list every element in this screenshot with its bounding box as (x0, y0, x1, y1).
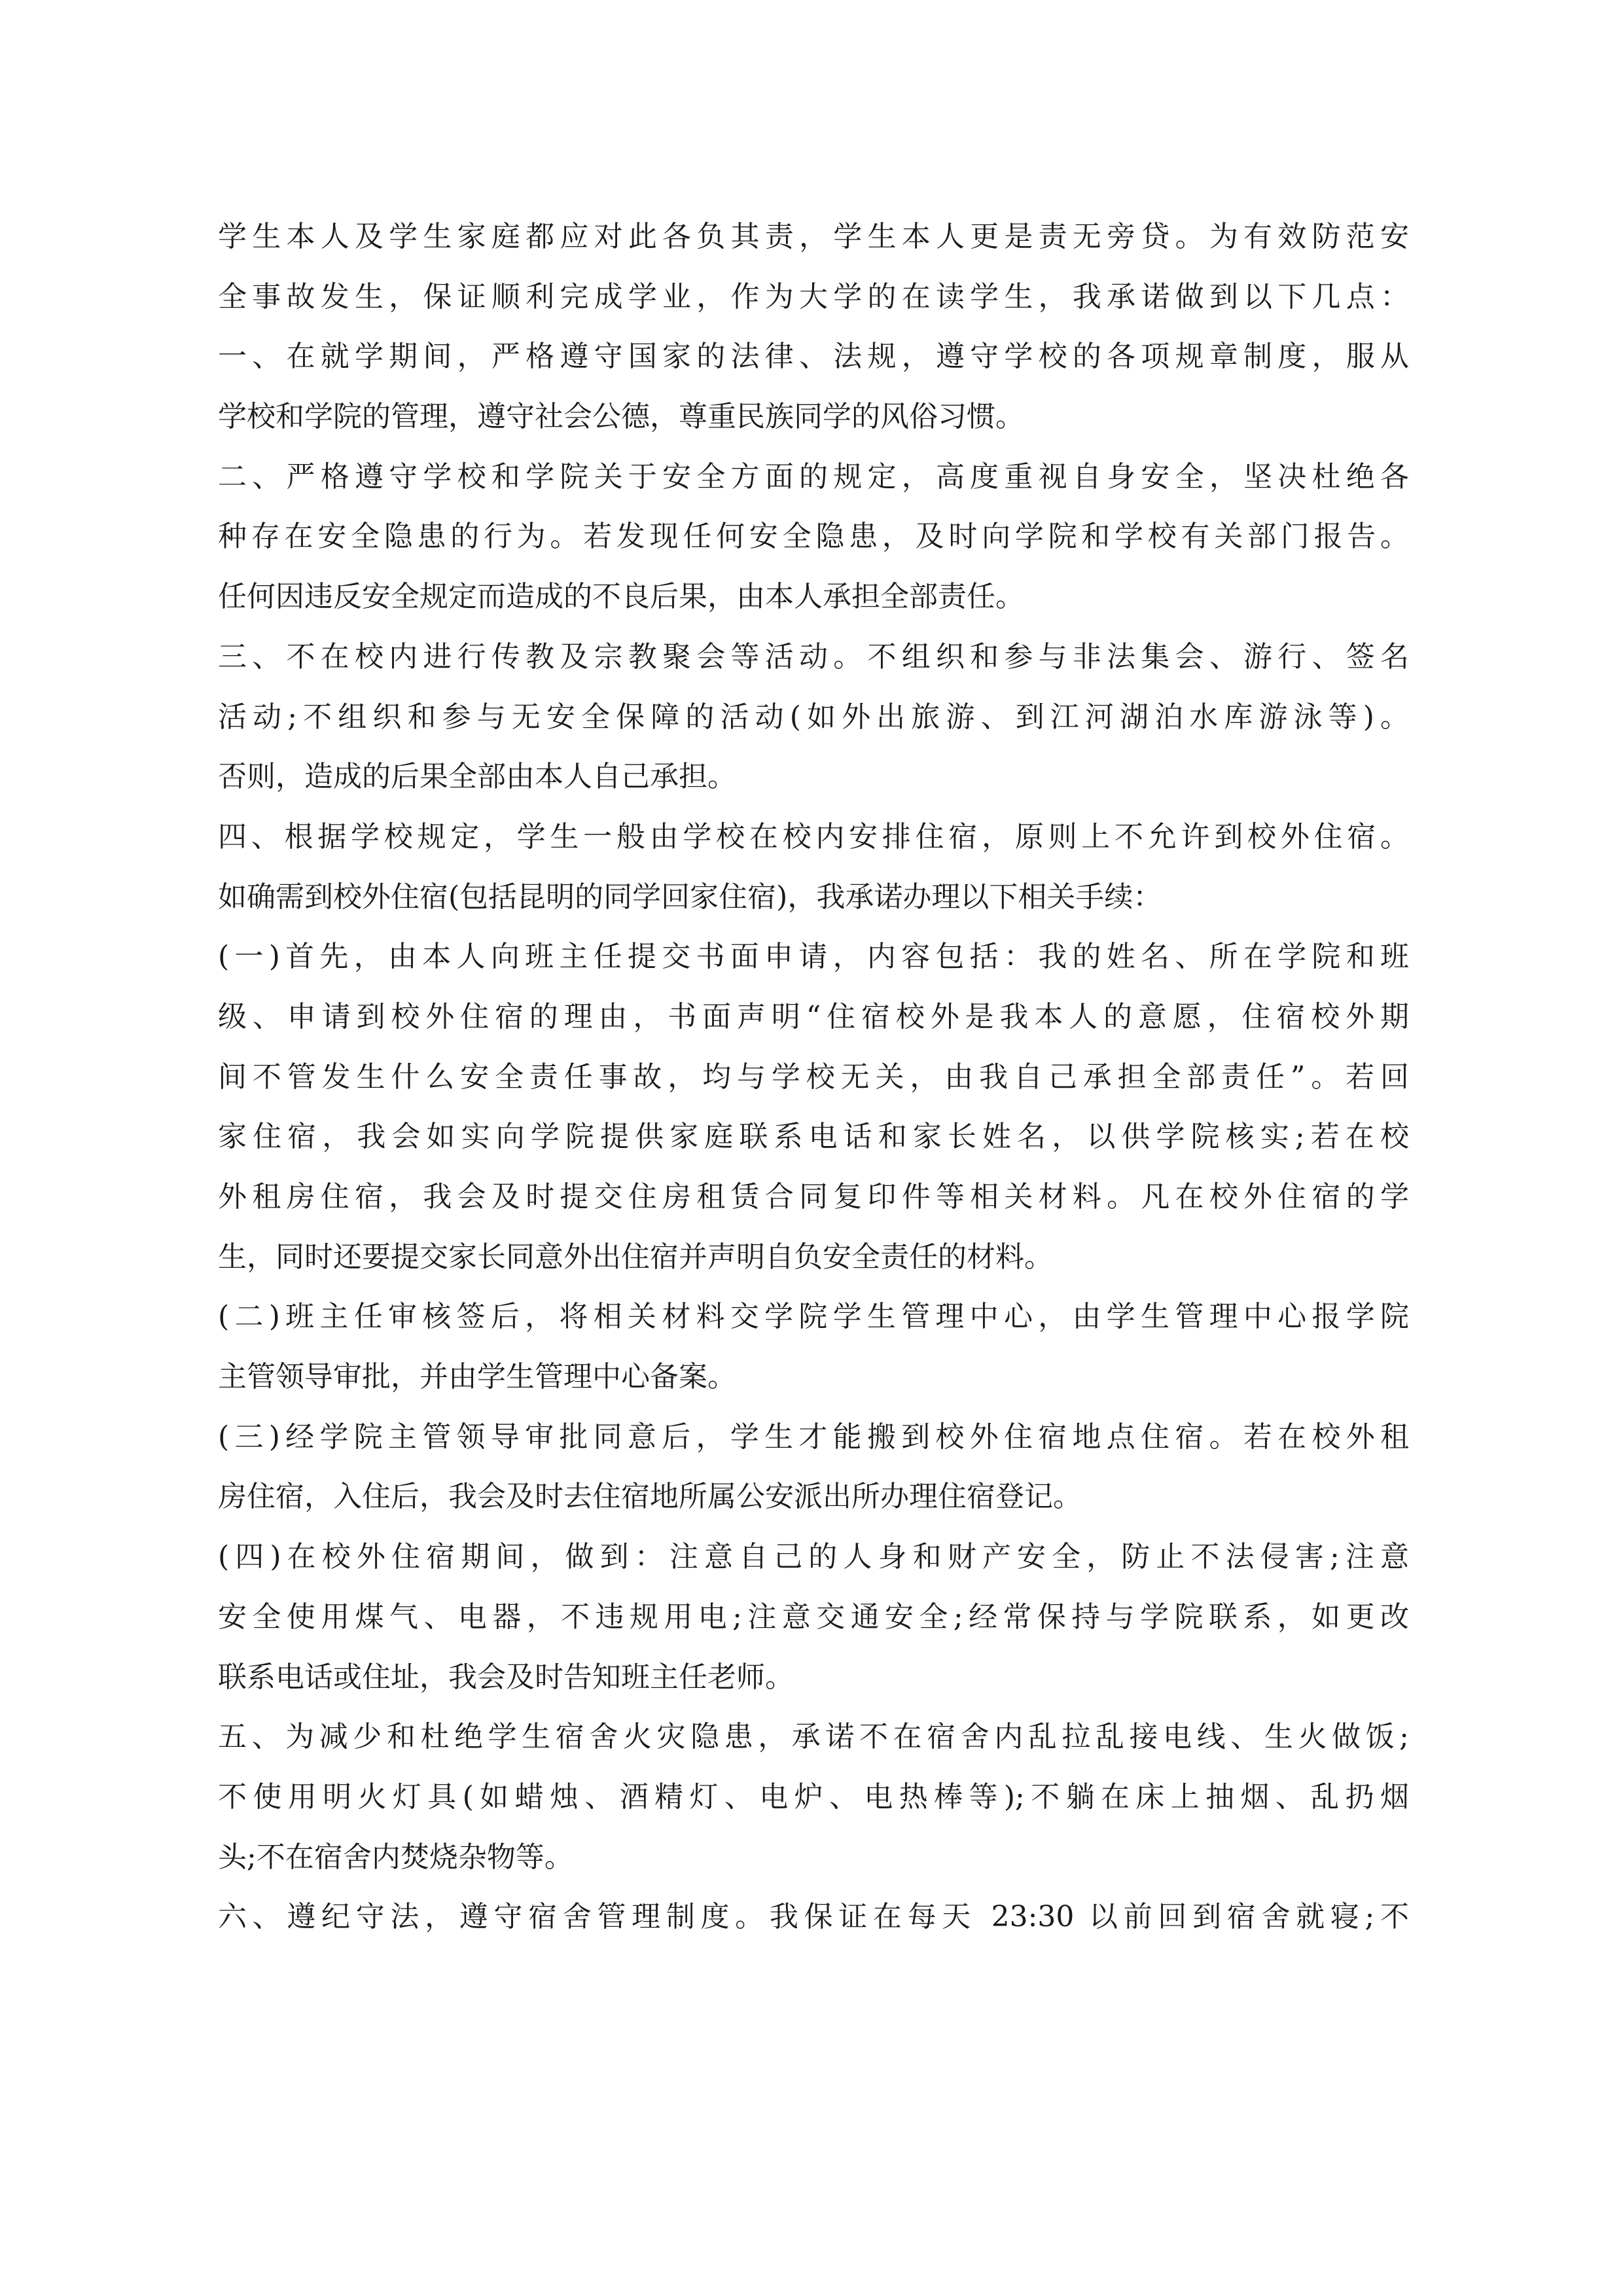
text-line: 五、为减少和杜绝学生宿舍火灾隐患，承诺不在宿舍内乱拉乱接电线、生火做饭; (218, 1720, 1409, 1754)
text-line: 房住宿，入住后，我会及时去住宿地所属公安派出所办理住宿登记。 (218, 1480, 1082, 1514)
text-line: 家住宿，我会如实向学院提供家庭联系电话和家长姓名，以供学院核实;若在校 (218, 1120, 1409, 1154)
text-line: 如确需到校外住宿(包括昆明的同学回家住宿)，我承诺办理以下相关手续： (218, 880, 1162, 914)
text-line: 三、不在校内进行传教及宗教聚会等活动。不组织和参与非法集会、游行、签名 (218, 639, 1409, 673)
text-line: 学生本人及学生家庭都应对此各负其责，学生本人更是责无旁贷。为有效防范安 (218, 220, 1409, 253)
text-line: 不使用明火灯具(如蜡烛、酒精灯、电炉、电热棒等);不躺在床上抽烟、乱扔烟 (218, 1780, 1409, 1814)
text-line: 一、在就学期间，严格遵守国家的法律、法规，遵守学校的各项规章制度，服从 (218, 340, 1409, 374)
text-line: 级、申请到校外住宿的理由，书面声明“住宿校外是我本人的意愿，住宿校外期 (218, 999, 1409, 1033)
text-line: (四)在校外住宿期间，做到：注意自己的人身和财产安全，防止不法侵害;注意 (218, 1540, 1409, 1574)
text-line: 四、根据学校规定，学生一般由学校在校内安排住宿，原则上不允许到校外住宿。 (218, 819, 1409, 853)
text-line: 学校和学院的管理，遵守社会公德，尊重民族同学的风俗习惯。 (218, 400, 1024, 434)
text-line: 头;不在宿舍内焚烧杂物等。 (218, 1840, 573, 1874)
text-line: 活动;不组织和参与无安全保障的活动(如外出旅游、到江河湖泊水库游泳等)。 (218, 700, 1409, 734)
text-line: (三)经学院主管领导审批同意后，学生才能搬到校外住宿地点住宿。若在校外租 (218, 1420, 1409, 1454)
text-line: 六、遵纪守法，遵守宿舍管理制度。我保证在每天 23:30 以前回到宿舍就寝;不 (218, 1900, 1409, 1934)
text-line: 否则，造成的后果全部由本人自己承担。 (218, 760, 736, 794)
text-line: 联系电话或住址，我会及时告知班主任老师。 (218, 1660, 794, 1694)
text-line: 任何因违反安全规定而造成的不良后果，由本人承担全部责任。 (218, 580, 1024, 614)
text-line: 安全使用煤气、电器，不违规用电;注意交通安全;经常保持与学院联系，如更改 (218, 1600, 1409, 1634)
text-line: 生，同时还要提交家长同意外出住宿并声明自负安全责任的材料。 (218, 1240, 1053, 1274)
text-line: 全事故发生，保证顺利完成学业，作为大学的在读学生，我承诺做到以下几点： (218, 279, 1409, 314)
text-line: 二、严格遵守学校和学院关于安全方面的规定，高度重视自身安全，坚决杜绝各 (218, 459, 1409, 493)
text-line: 间不管发生什么安全责任事故，均与学校无关，由我自己承担全部责任”。若回 (218, 1060, 1409, 1094)
text-line: 外租房住宿，我会及时提交住房租赁合同复印件等相关材料。凡在校外住宿的学 (218, 1180, 1409, 1213)
text-line: 主管领导审批，并由学生管理中心备案。 (218, 1360, 736, 1394)
text-line: (一)首先，由本人向班主任提交书面申请，内容包括：我的姓名、所在学院和班 (218, 940, 1409, 974)
text-line: 种存在安全隐患的行为。若发现任何安全隐患，及时向学院和学校有关部门报告。 (218, 520, 1409, 554)
document-body (218, 207, 1409, 1947)
text-line: (二)班主任审核签后，将相关材料交学院学生管理中心，由学生管理中心报学院 (218, 1300, 1409, 1334)
